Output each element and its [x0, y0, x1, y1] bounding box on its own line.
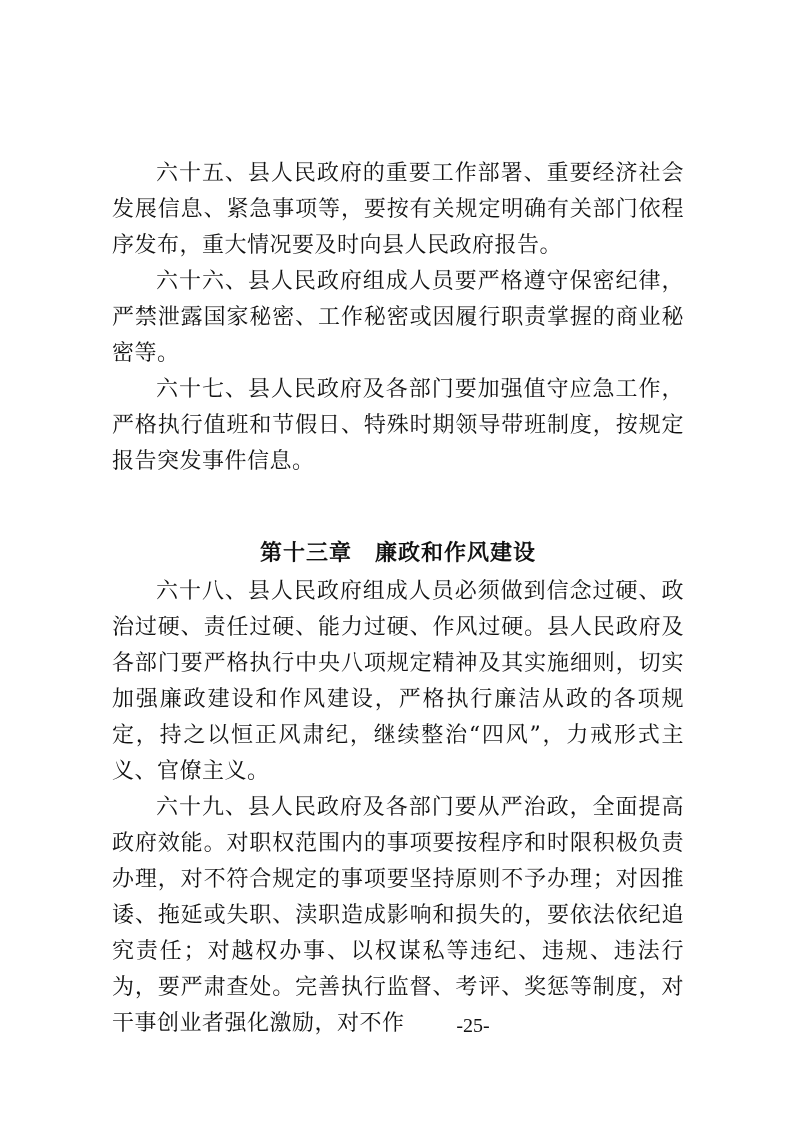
- paragraph-65: 六十五、县人民政府的重要工作部署、重要经济社会发展信息、紧急事项等，要按有关规定明确有关部门依程序发布，重大情况要及时向县人民政府报告。: [112, 161, 684, 258]
- paragraph-66: 六十六、县人民政府组成人员要严格遵守保密纪律，严禁泄露国家秘密、工作秘密或因履行职责掌握的商业秘密等。: [112, 269, 684, 366]
- paragraph-68: 六十八、县人民政府组成人员必须做到信念过硬、政治过硬、责任过硬、能力过硬、作风过硬。县人民政府及各部门要严格执行中央八项规定精神及其实施细则，切实加强廉政建设和作风建设，严格执行廉洁从政的各项规定，持之以恒正风肃纪，继续整治“四风”，力戒形式主义、官僚主义。: [112, 579, 684, 784]
- page-number: -25-: [456, 1015, 490, 1037]
- chapter-title: 第十三章 廉政和作风建设: [259, 541, 536, 566]
- paragraph-67: 六十七、县人民政府及各部门要加强值守应急工作，严格执行值班和节假日、特殊时期领导带班制度，按规定报告突发事件信息。: [112, 377, 684, 474]
- paragraph-69: 六十九、县人民政府及各部门要从严治政，全面提高政府效能。对职权范围内的事项要按程序和时限积极负责办理，对不符合规定的事项要坚持原则不予办理；对因推诿、拖延或失职、渎职造成影响和损失的，要依法依纪追究责任；对越权办事、以权谋私等违纪、违规、违法行为，要严肃查处。完善执行监督、考评、奖惩等制度，对干事创业者强化激励，对不作: [112, 795, 684, 1036]
- body-text: [112, 156, 684, 1042]
